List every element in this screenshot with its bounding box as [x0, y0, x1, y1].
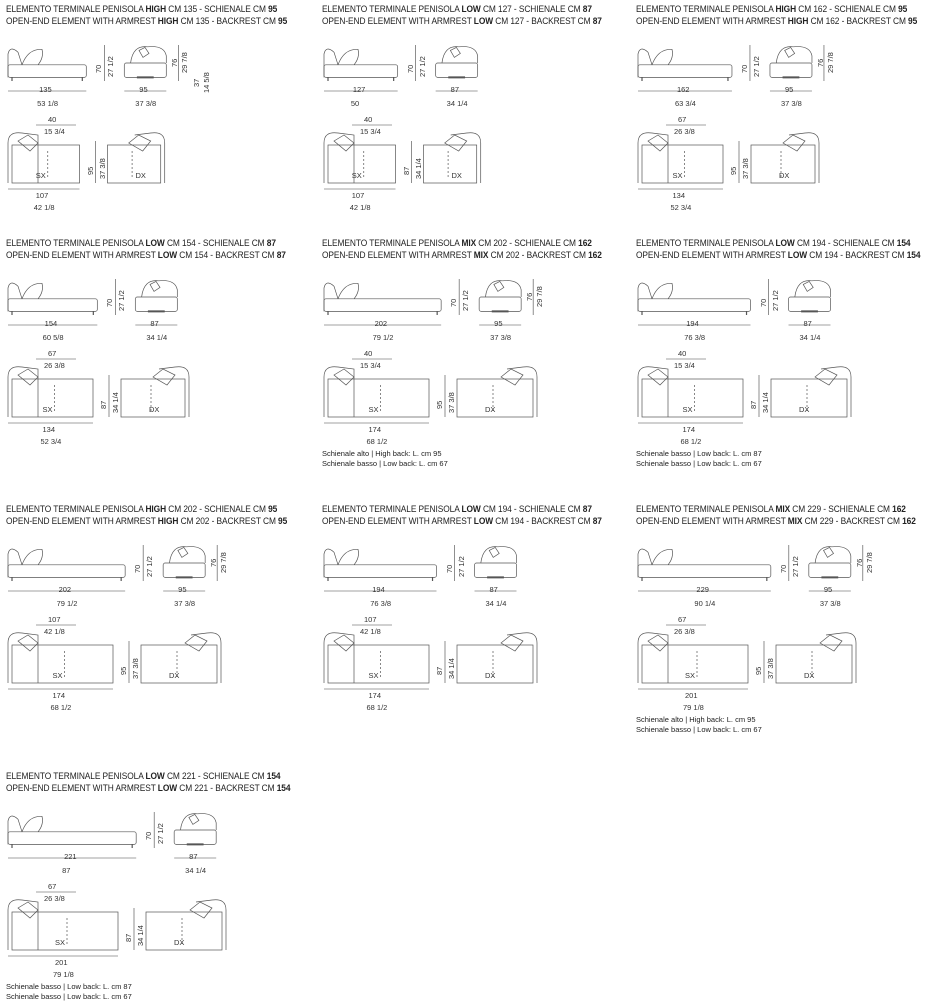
width-dimension: 162 [676, 85, 690, 94]
depth-dimension: 95 [178, 585, 187, 594]
sofa-module [6, 770, 306, 1000]
back-length-note: Schienale alto | High back: L. cm 95 [636, 715, 756, 724]
sofa-side-view [135, 281, 177, 312]
plan-view-dx [141, 633, 221, 683]
sofa-side-view [163, 547, 205, 578]
right-version-label: DX [485, 671, 496, 680]
module-title-en: OPEN-END ELEMENT WITH ARMREST LOW CM 154 - BACKREST CM 87 [6, 250, 286, 260]
module-title-en: OPEN-END ELEMENT WITH ARMREST LOW CM 221 - BACKREST CM 154 [6, 783, 291, 793]
width-dimension: 127 [352, 85, 366, 94]
chaise-depth-dimension: 67 [48, 349, 57, 358]
module-title-it: ELEMENTO TERMINALE PENISOLA HIGH CM 162 - SCHIENALE CM 95 [636, 4, 908, 14]
right-version-label: DX [174, 938, 185, 947]
width-dimension-inches: 63 3/4 [674, 99, 696, 108]
plan-width-dimension: 134 [672, 191, 686, 200]
width-dimension-inches: 79 1/2 [372, 333, 394, 342]
height-dimension: 70 [105, 298, 115, 307]
seat-height-dimension: 37 [192, 78, 202, 87]
plan-width-dimension-inches: 42 1/8 [33, 203, 55, 212]
chaise-depth-dimension-inches: 15 3/4 [360, 127, 381, 136]
plan-view-dx [771, 367, 851, 417]
chaise-depth-dimension: 107 [48, 615, 61, 624]
sofa-front-view [8, 283, 97, 315]
depth-dimension-inches: 37 3/8 [174, 599, 196, 608]
module-title-en: OPEN-END ELEMENT WITH ARMREST LOW CM 127 - BACKREST CM 87 [322, 16, 602, 26]
module-title-it: ELEMENTO TERMINALE PENISOLA LOW CM 154 - SCHIENALE CM 87 [6, 238, 276, 248]
plan-width-dimension-inches: 42 1/8 [349, 203, 371, 212]
plan-width-dimension-inches: 79 1/8 [683, 703, 704, 712]
sofa-side-view [124, 47, 166, 78]
chaise-depth-dimension-inches: 42 1/8 [44, 627, 65, 636]
back-height-dimension: 76 [854, 558, 864, 567]
height-dimension: 70 [405, 64, 415, 73]
left-version-label: SX [55, 938, 66, 947]
chaise-depth-dimension: 40 [364, 115, 373, 124]
plan-width-dimension: 174 [682, 425, 696, 434]
height-dimension-inches: 27 1/2 [106, 56, 116, 77]
chaise-depth-dimension: 67 [678, 115, 687, 124]
chaise-depth-dimension-inches: 15 3/4 [674, 361, 695, 370]
plan-width-dimension-inches: 68 1/2 [680, 437, 702, 446]
height-dimension: 70 [758, 298, 768, 307]
sofa-front-view [324, 549, 437, 581]
height-dimension: 70 [144, 831, 154, 840]
width-dimension-inches: 79 1/2 [56, 599, 78, 608]
sofa-side-view [174, 814, 216, 845]
module-title-it: ELEMENTO TERMINALE PENISOLA LOW CM 221 - SCHIENALE CM 154 [6, 771, 281, 781]
plan-width-dimension-inches: 52 3/4 [670, 203, 692, 212]
plan-width-dimension: 134 [42, 425, 56, 434]
plan-depth-dimension: 95 [85, 166, 95, 175]
plan-depth-dimension: 87 [435, 666, 444, 675]
back-height-dimension-inches: 29 7/8 [219, 552, 229, 573]
right-version-label: DX [804, 671, 815, 680]
depth-dimension-inches: 34 1/4 [485, 599, 507, 608]
module-title-it: ELEMENTO TERMINALE PENISOLA LOW CM 194 - SCHIENALE CM 154 [636, 238, 911, 248]
plan-view-dx [146, 900, 226, 950]
depth-dimension-inches: 34 1/4 [185, 866, 207, 875]
right-version-label: DX [149, 405, 160, 414]
depth-dimension-inches: 37 3/8 [490, 333, 512, 342]
back-height-dimension-inches: 29 7/8 [535, 286, 545, 307]
height-dimension: 70 [94, 64, 104, 73]
module-title-it: ELEMENTO TERMINALE PENISOLA HIGH CM 202 - SCHIENALE CM 95 [6, 504, 278, 514]
sofa-side-view [770, 47, 812, 78]
plan-depth-dimension-inches: 37 3/8 [766, 658, 775, 679]
module-title-en: OPEN-END ELEMENT WITH ARMREST MIX CM 202 - BACKREST CM 162 [322, 250, 602, 260]
right-version-label: DX [799, 405, 810, 414]
back-height-dimension-inches: 29 7/8 [180, 52, 190, 73]
plan-width-dimension: 201 [55, 958, 68, 967]
right-version-label: DX [135, 171, 146, 180]
width-dimension-inches: 53 1/8 [37, 99, 58, 108]
plan-depth-dimension-inches: 34 1/4 [447, 658, 456, 679]
height-dimension-inches: 27 1/2 [770, 290, 780, 311]
depth-dimension: 87 [150, 319, 159, 328]
left-version-label: SX [672, 171, 683, 180]
back-height-dimension: 76 [170, 58, 180, 67]
plan-depth-dimension-inches: 37 3/8 [97, 158, 107, 179]
plan-depth-dimension: 87 [401, 166, 411, 175]
sofa-module [6, 3, 306, 233]
left-version-label: SX [685, 671, 696, 680]
plan-width-dimension-inches: 68 1/2 [366, 703, 388, 712]
plan-depth-dimension: 95 [119, 666, 128, 675]
sofa-front-view [324, 49, 398, 81]
module-title-en: OPEN-END ELEMENT WITH ARMREST HIGH CM 202 - BACKREST CM 95 [6, 516, 288, 526]
depth-dimension: 87 [450, 85, 459, 94]
height-dimension: 70 [778, 564, 788, 573]
module-title-en: OPEN-END ELEMENT WITH ARMREST HIGH CM 162 - BACKREST CM 95 [636, 16, 918, 26]
depth-dimension: 87 [489, 585, 498, 594]
chaise-depth-dimension: 40 [678, 349, 687, 358]
depth-dimension-inches: 34 1/4 [799, 333, 821, 342]
depth-dimension-inches: 37 3/8 [780, 99, 802, 108]
module-title-it: ELEMENTO TERMINALE PENISOLA MIX CM 202 - SCHIENALE CM 162 [322, 238, 592, 248]
back-length-note: Schienale basso | Low back: L. cm 67 [636, 725, 762, 734]
right-version-label: DX [169, 671, 180, 680]
depth-dimension: 95 [494, 319, 503, 328]
module-title-it: ELEMENTO TERMINALE PENISOLA LOW CM 194 - SCHIENALE CM 87 [322, 504, 592, 514]
chaise-depth-dimension-inches: 42 1/8 [360, 627, 381, 636]
height-dimension: 70 [133, 564, 143, 573]
back-length-note: Schienale alto | High back: L. cm 95 [322, 449, 442, 458]
depth-dimension: 95 [823, 585, 833, 594]
sofa-module [322, 237, 622, 467]
back-length-note: Schienale basso | Low back: L. cm 87 [636, 449, 762, 458]
back-height-dimension: 76 [209, 558, 219, 567]
plan-width-dimension: 107 [351, 191, 365, 200]
sofa-module [636, 3, 936, 233]
left-version-label: SX [42, 405, 53, 414]
height-dimension-inches: 27 1/2 [156, 823, 166, 844]
chaise-depth-dimension-inches: 15 3/4 [44, 127, 65, 136]
width-dimension-inches: 50 [350, 99, 360, 108]
sofa-side-view [809, 547, 851, 578]
sofa-module [6, 503, 306, 733]
chaise-depth-dimension: 107 [364, 615, 377, 624]
back-length-note: Schienale basso | Low back: L. cm 67 [6, 992, 132, 1001]
height-dimension: 70 [449, 298, 459, 307]
depth-dimension-inches: 37 3/8 [135, 99, 157, 108]
back-height-dimension-inches: 29 7/8 [825, 52, 835, 73]
sofa-side-view [475, 547, 517, 578]
sofa-side-view [436, 47, 478, 78]
plan-view-dx [457, 367, 537, 417]
width-dimension: 135 [39, 85, 52, 94]
width-dimension-inches: 76 3/8 [684, 333, 706, 342]
chaise-depth-dimension: 67 [678, 615, 687, 624]
height-dimension-inches: 27 1/2 [117, 290, 127, 311]
width-dimension-inches: 76 3/8 [370, 599, 392, 608]
back-length-note: Schienale basso | Low back: L. cm 67 [636, 459, 762, 468]
sofa-module [322, 3, 622, 233]
sofa-front-view [8, 549, 125, 581]
chaise-depth-dimension: 40 [364, 349, 373, 358]
width-dimension: 194 [372, 585, 385, 594]
chaise-depth-dimension-inches: 26 3/8 [44, 361, 65, 370]
depth-dimension: 95 [139, 85, 148, 94]
plan-width-dimension-inches: 52 3/4 [40, 437, 62, 446]
plan-width-dimension: 174 [52, 691, 66, 700]
sofa-front-view [8, 49, 86, 81]
module-title-en: OPEN-END ELEMENT WITH ARMREST HIGH CM 135 - BACKREST CM 95 [6, 16, 288, 26]
back-height-dimension: 76 [815, 58, 825, 67]
sofa-front-view [324, 283, 441, 315]
right-version-label: DX [779, 171, 790, 180]
plan-depth-dimension-inches: 34 1/4 [111, 392, 120, 413]
plan-depth-dimension-inches: 37 3/8 [741, 158, 750, 179]
right-version-label: DX [485, 405, 496, 414]
plan-depth-dimension: 87 [749, 400, 758, 409]
plan-depth-dimension: 95 [729, 166, 738, 175]
plan-depth-dimension-inches: 34 1/4 [761, 392, 770, 413]
chaise-depth-dimension-inches: 26 3/8 [44, 894, 65, 903]
left-version-label: SX [351, 171, 362, 180]
plan-width-dimension: 201 [685, 691, 698, 700]
height-dimension: 70 [444, 564, 454, 573]
sofa-module [636, 503, 936, 733]
chaise-depth-dimension: 40 [48, 115, 57, 124]
left-version-label: SX [52, 671, 63, 680]
chaise-depth-dimension-inches: 15 3/4 [360, 361, 381, 370]
plan-depth-dimension-inches: 34 1/4 [136, 925, 145, 946]
plan-depth-dimension-inches: 37 3/8 [131, 658, 140, 679]
plan-depth-dimension: 95 [435, 400, 444, 409]
module-title-it: ELEMENTO TERMINALE PENISOLA MIX CM 229 - SCHIENALE CM 162 [636, 504, 906, 514]
left-version-label: SX [35, 171, 46, 180]
plan-depth-dimension: 95 [754, 666, 763, 675]
height-dimension-inches: 27 1/2 [417, 56, 427, 77]
back-length-note: Schienale basso | Low back: L. cm 87 [6, 982, 132, 991]
height-dimension-inches: 27 1/2 [461, 290, 471, 311]
width-dimension: 221 [64, 852, 77, 861]
chaise-depth-dimension-inches: 26 3/8 [674, 127, 695, 136]
left-version-label: SX [682, 405, 693, 414]
sofa-front-view [638, 549, 771, 581]
height-dimension-inches: 27 1/2 [751, 56, 761, 77]
width-dimension: 202 [374, 319, 388, 328]
sofa-front-view [638, 49, 732, 81]
sofa-front-view [8, 816, 136, 848]
back-height-dimension-inches: 29 7/8 [864, 552, 874, 573]
left-version-label: SX [368, 671, 379, 680]
depth-dimension-inches: 37 3/8 [819, 599, 841, 608]
height-dimension-inches: 27 1/2 [145, 556, 155, 577]
right-version-label: DX [451, 171, 462, 180]
plan-width-dimension-inches: 79 1/8 [53, 970, 74, 979]
module-title-en: OPEN-END ELEMENT WITH ARMREST LOW CM 194 - BACKREST CM 87 [322, 516, 602, 526]
sofa-module [6, 237, 306, 467]
width-dimension-inches: 60 5/8 [42, 333, 64, 342]
width-dimension: 154 [44, 319, 58, 328]
back-height-dimension: 76 [525, 292, 535, 301]
plan-depth-dimension-inches: 37 3/8 [447, 392, 456, 413]
depth-dimension: 87 [803, 319, 812, 328]
plan-width-dimension: 107 [35, 191, 49, 200]
sofa-module [636, 237, 936, 467]
width-dimension: 202 [58, 585, 72, 594]
left-version-label: SX [368, 405, 379, 414]
width-dimension: 229 [696, 585, 709, 594]
module-title-it: ELEMENTO TERMINALE PENISOLA HIGH CM 135 - SCHIENALE CM 95 [6, 4, 278, 14]
depth-dimension-inches: 34 1/4 [146, 333, 168, 342]
module-title-en: OPEN-END ELEMENT WITH ARMREST MIX CM 229 - BACKREST CM 162 [636, 516, 916, 526]
sofa-front-view [638, 283, 751, 315]
module-title-it: ELEMENTO TERMINALE PENISOLA LOW CM 127 - SCHIENALE CM 87 [322, 4, 592, 14]
plan-width-dimension: 174 [368, 425, 382, 434]
plan-width-dimension-inches: 68 1/2 [366, 437, 388, 446]
sofa-side-view [479, 281, 521, 312]
plan-depth-dimension: 87 [124, 933, 133, 942]
width-dimension-inches: 87 [62, 866, 71, 875]
module-title-en: OPEN-END ELEMENT WITH ARMREST LOW CM 194 - BACKREST CM 154 [636, 250, 921, 260]
plan-depth-dimension-inches: 34 1/4 [413, 158, 423, 179]
seat-height-dimension-inches: 14 5/8 [202, 72, 212, 93]
width-dimension-inches: 90 1/4 [694, 599, 716, 608]
depth-dimension: 95 [784, 85, 794, 94]
plan-view-dx [457, 633, 537, 683]
plan-depth-dimension: 87 [99, 400, 108, 409]
plan-width-dimension-inches: 68 1/2 [50, 703, 72, 712]
chaise-depth-dimension: 67 [48, 882, 57, 891]
height-dimension-inches: 27 1/2 [456, 556, 466, 577]
plan-view-dx [776, 633, 856, 683]
sofa-module [322, 503, 622, 733]
sofa-side-view [789, 281, 831, 312]
height-dimension-inches: 27 1/2 [790, 556, 800, 577]
plan-width-dimension: 174 [368, 691, 382, 700]
depth-dimension-inches: 34 1/4 [446, 99, 468, 108]
height-dimension: 70 [739, 64, 749, 73]
back-length-note: Schienale basso | Low back: L. cm 67 [322, 459, 448, 468]
depth-dimension: 87 [189, 852, 198, 861]
width-dimension: 194 [686, 319, 699, 328]
chaise-depth-dimension-inches: 26 3/8 [674, 627, 695, 636]
